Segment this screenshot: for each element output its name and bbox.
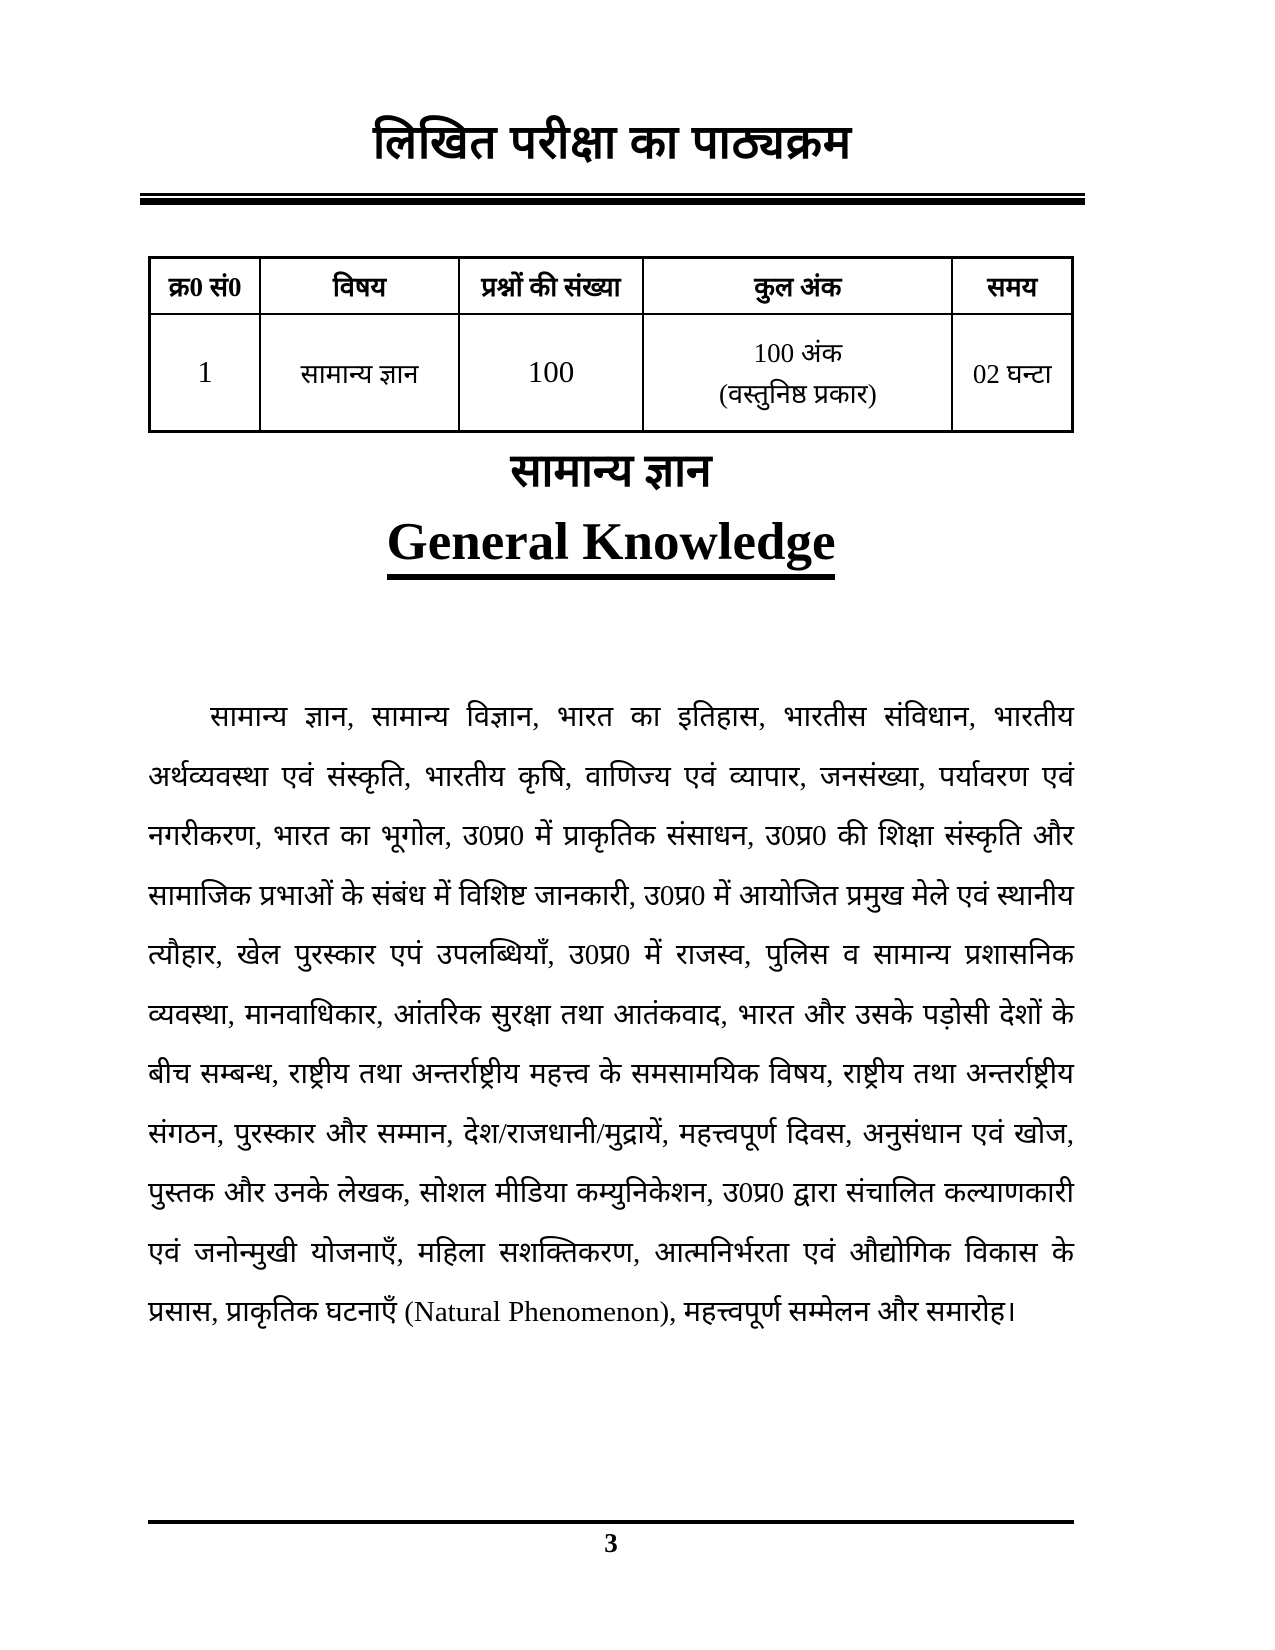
- serial-value: 1: [197, 354, 213, 390]
- page-title: लिखित परीक्षा का पाठ्यक्रम: [372, 117, 853, 169]
- cell-marks: [643, 314, 952, 432]
- cell-serial: [150, 314, 261, 432]
- col-header-questions: प्रश्नों की संख्या: [459, 258, 644, 314]
- section-heading-hindi: सामान्य ज्ञान: [510, 445, 712, 496]
- exam-syllabus-table: [148, 256, 1074, 433]
- section-heading-english: [148, 512, 1074, 572]
- marks-type-note: (वस्तुनिष्ठ प्रकार): [719, 379, 877, 410]
- page-number: 3: [604, 1528, 618, 1558]
- title-divider: [140, 193, 1085, 205]
- table-header-row: [150, 258, 1073, 314]
- questions-value: 100: [527, 354, 575, 390]
- cell-subject: सामान्य ज्ञान: [260, 314, 458, 432]
- col-header-subject: विषय: [260, 258, 458, 314]
- table-row: [150, 314, 1073, 432]
- section-heading-english-text: General Knowledge: [387, 513, 836, 580]
- col-header-time: समय: [952, 258, 1072, 314]
- footer-divider: [148, 1520, 1074, 1524]
- col-header-marks: कुल अंक: [643, 258, 952, 314]
- cell-questions: [459, 314, 644, 432]
- col-header-serial: क्र0 सं0: [150, 258, 261, 314]
- syllabus-paragraph: सामान्य ज्ञान, सामान्य विज्ञान, भारत का इतिहास, भारतीस संविधान, भारतीय अर्थव्यवस्था एवं संस्कृति, भारतीय कृषि, वाणिज्य एवं व्यापार, जनसंख्या, पर्यावरण एवं नगरीकरण, भारत का भूगोल, उ0प्र0 में प्राकृतिक संसाधन, उ0प्र0 की शिक्षा संस्कृति और सामाजिक प्रभाओं के संबंध में विशिष्ट जानकारी, उ0प्र0 में आयोजित प्रमुख मेले एवं स्थानीय त्यौहार, खेल पुरस्कार एपं उपलब्धियाँ, उ0प्र0 में राजस्व, पुलिस व सामान्य प्रशासनिक व्यवस्था, मानवाधिकार, आंतरिक सुरक्षा तथा आतंकवाद, भारत और उसके पड़ोसी देशों के बीच सम्बन्ध, राष्ट्रीय तथा अन्तर्राष्ट्रीय महत्त्व के समसामयिक विषय, राष्ट्रीय तथा अन्तर्राष्ट्रीय संगठन, पुरस्कार और सम्मान, देश/राजधानी/मुद्रायें, महत्त्वपूर्ण दिवस, अनुसंधान एवं खोज, पुस्तक और उनके लेखक, सोशल मीडिया कम्युनिकेशन, उ0प्र0 द्वारा संचालित कल्याणकारी एवं जनोन्मुखी योजनाएँ, महिला सशक्तिकरण, आत्मनिर्भरता एवं औद्योगिक विकास के प्रसास, प्राकृतिक घटनाएँ (Natural Phenomenon), महत्त्वपूर्ण सम्मेलन और समारोह।: [148, 701, 1074, 1328]
- cell-time: 02 घन्टा: [952, 314, 1072, 432]
- title-divider-thick-line: [140, 198, 1085, 205]
- title-divider-thin-line: [140, 193, 1085, 196]
- marks-value: 100 अंक: [753, 338, 843, 369]
